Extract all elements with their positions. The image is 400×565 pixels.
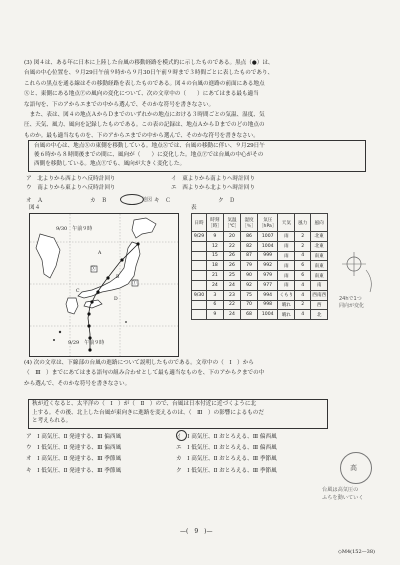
table-header-cell: 湿度 ［％］ [241,214,258,232]
table-cell: 晴れ [278,300,295,310]
choice-key: ウ [26,185,38,192]
choice-text: 西よりから北よりへ時計回り [182,185,255,192]
handwritten-note-typhoon: 台風は高気圧の ふちを動いていく [322,487,364,501]
table-row [192,280,328,290]
table-cell: 6 [295,271,311,281]
choice-option [171,183,255,191]
table-row [192,232,328,242]
table-cell: 9 [207,232,224,242]
map-point-b: B [116,275,120,280]
passage-1-line: 後６時から８時間後までの間に、風向が（ ）に変化した。地点Ⓨでは台風の中心がその [34,151,264,158]
table-cell: 75 [241,290,258,300]
table-cell: 1004 [257,310,277,320]
answer-circle-ka [120,194,144,205]
choice-key: ク [218,198,230,204]
table-cell [192,251,207,261]
table-cell: 24 [223,280,240,290]
table-cell: 23 [223,290,240,300]
choice-text: Ⅰ 低気圧、Ⅱ おとろえる、Ⅲ 偏西風 [187,445,277,452]
table-header-cell: 時刻 ［時］ [207,214,224,232]
handwritten-sketch [336,250,386,298]
table-cell: 2 [295,241,311,251]
passage-2-line: 上する。その後、北上した台風が東向きに進路を変えるのは、（ Ⅲ ）の影響によるものだ [32,409,264,416]
table-cell: 22 [223,300,240,310]
choice-key: カ [176,456,188,463]
choice-text: 南よりから東よりへ反時計回り [37,185,116,192]
answer-circle-i [176,430,187,441]
table-cell: 雨 [278,251,295,261]
table-cell: 21 [207,271,224,281]
table-cell: 90 [241,271,258,281]
question-3-line: 圧、天気、風力、風向を記録したものである。この表の記録は、地点ＡからＤまでのどの地点の [24,122,265,129]
table-cell: 雨 [278,280,295,290]
table-cell: 4 [295,280,311,290]
choice-option [154,196,171,204]
table-cell [192,241,207,251]
table-header-cell: 風力 [295,214,311,232]
table-cell: 15 [207,251,224,261]
choice-key: エ [171,185,183,192]
choice-key: キ [154,198,166,204]
table-cell: くもり [278,290,295,300]
table-cell: 86 [241,232,258,242]
choice-key: ウ [26,445,38,452]
figure-4-map [29,213,179,357]
choice-option [26,174,116,182]
table-cell: 24 [207,280,224,290]
table-cell [192,310,207,320]
table-cell: 20 [223,232,240,242]
choice-key: ア [26,176,38,182]
question-3-line: (3) 図４は、ある年に日本に上陸した台風の移動経路を模式的に示したものである。黒点（●）は、 [24,60,274,66]
table-cell [192,271,207,281]
choice-text: Ｂ [101,198,107,204]
table-cell: 4 [295,251,311,261]
table-row [192,290,328,300]
table-cell: 9/29 [192,232,207,242]
figure-label: 図４ [29,205,41,211]
choice-option [26,432,121,440]
table-header-cell: 日時 [192,214,207,232]
choice-option [218,196,235,204]
table-header-cell: 気圧 ［hPa］ [257,214,277,232]
table-row [192,251,328,261]
choice-text: Ⅰ 高気圧、Ⅱ おとろえる、Ⅲ 季節風 [187,456,277,463]
table-cell: 82 [241,241,258,251]
table-cell: 雨 [278,261,295,271]
choice-key: カ [90,198,102,204]
question-3-line: 台風の中心位置を、９月29日午前９時から９月30日午前９時まで３時間ごとに表したものであり、 [24,70,274,77]
choice-option [26,466,121,474]
table-cell: 2 [295,300,311,310]
table-cell: 998 [257,300,277,310]
map-time-bottom: 9/29 午前９時 [68,340,105,346]
table-cell: 999 [257,251,277,261]
table-cell: 西南西 [311,290,328,300]
table-row [192,261,328,271]
handwritten-note-map: 地図 [142,197,153,203]
table-cell: 晴れ [278,310,295,320]
choice-option [171,174,255,182]
table-cell: 1004 [257,241,277,251]
typhoon-map-svg [30,214,178,356]
table-cell: 24 [223,310,240,320]
table-cell: 6 [207,300,224,310]
choice-option [26,454,121,462]
choice-text: Ｃ [165,198,171,204]
table-cell: 68 [241,310,258,320]
weather-table [191,213,328,320]
map-point-d: D [114,297,118,302]
map-point-y: Ⓨ [132,280,138,286]
table-cell: 北東 [311,241,328,251]
map-point-a: A [98,251,102,256]
table-cell: 22 [223,241,240,251]
table-cell: 87 [241,251,258,261]
choice-option [26,443,121,451]
table-cell: 4 [295,290,311,300]
choice-option [26,196,43,204]
choice-key: エ [176,445,188,452]
choice-key: キ [26,467,38,474]
table-row [192,241,328,251]
choice-text: Ｄ [229,198,235,204]
table-label: 表 [191,205,197,211]
choice-text: Ⅰ 高気圧、Ⅱ おとろえる、Ⅲ 偏西風 [187,434,277,440]
table-cell [192,280,207,290]
table-cell: 25 [223,271,240,281]
question-3-line: Ⓧと、東側にある地点Ⓨの風向の変化について、次の文章中の（ ）にあてはまる最も適当 [24,91,259,98]
table-cell: 雨 [278,232,295,242]
table-header-cell: 気温 ［℃］ [223,214,240,232]
table-cell: 3 [207,290,224,300]
table-cell: 西 [311,300,328,310]
handwritten-note-wind: 24hで1つ 同向が変化 [339,296,365,309]
choice-text: Ⅰ 低気圧、Ⅱ 発達する、Ⅲ 季節風 [37,467,122,474]
table-cell: 北 [311,310,328,320]
table-cell: 12 [207,241,224,251]
choice-key: イ [171,176,183,182]
table-cell: 南 [311,280,328,290]
choice-text: Ａ [37,198,43,204]
question-4-line: (4) 次の文章は、下線部の台風の進路について説明したものである。文章中の（ Ⅰ ）から [24,360,254,366]
passage-1-line: 台風の中心は、地点Ⓧの東側を移動している。地点Ⓧでは、台風の移動に伴い、９月29日午 [34,143,265,149]
table-cell: 4 [295,310,311,320]
table-cell: 雨 [278,241,295,251]
choice-text: Ⅰ 低気圧、Ⅱ おとろえる、Ⅲ 季節風 [187,467,277,474]
question-4-line: （ Ⅲ ）までにあてはまる語句の組み合わせとして最も適当なものを、下のアからクまでの中 [24,370,265,377]
table-cell [192,261,207,271]
choice-option [176,454,277,462]
table-header-row [192,214,328,232]
choice-option [176,432,277,440]
page-number: —( 9 )— [180,528,213,535]
table-cell: 南東 [311,251,328,261]
table-cell: 北東 [311,232,328,242]
choice-key: オ [26,456,38,463]
question-3-line: また、表は、図４の地点ＡからＤまでのいずれかの地点における３時間ごとの気温、湿度、気 [24,112,265,118]
table-cell: 994 [257,290,277,300]
table-cell: 南東 [311,271,328,281]
table-cell: 977 [257,280,277,290]
table-cell: 雨 [278,271,295,281]
document-code: ◇M4(152—38) [338,549,375,555]
question-3-line: ものか。最も適当なものを、下のアからエまでの中から選んで、そのかな符号を書きなさい。 [24,132,259,139]
choice-key: オ [26,198,38,204]
question-3-line: これらの黒点を通る線はその移動経路を表したものである。図４の台風の進路の前面にある地点 [24,80,265,87]
map-time-top: 9/30 午前９時 [56,226,93,232]
question-4-line: から選んで、そのかな符号を書きなさい。 [24,380,131,387]
choice-key: ク [176,467,188,474]
table-cell: 1007 [257,232,277,242]
table-cell: 6 [295,261,311,271]
table-cell: 70 [241,300,258,310]
passage-1-line: 西側を移動している。地点Ⓨでも、風向が大きく変化した。 [34,160,186,167]
table-cell: 92 [241,280,258,290]
table-header-cell: 風向 [311,214,328,232]
table-row [192,310,328,320]
choice-text: Ⅰ 高気圧、Ⅱ 発達する、Ⅲ 季節風 [37,456,122,463]
handwritten-high-label: 高 [350,464,357,472]
choice-key: ア [26,434,38,440]
table-cell: 979 [257,271,277,281]
question-3-line: な語句を、下のアからエまでの中から選んで、そのかな符号を書きなさい。 [24,101,215,108]
table-header-cell: 天気 [278,214,295,232]
map-point-x: Ⓧ [91,266,97,272]
table-cell: 79 [241,261,258,271]
choice-option [176,443,277,451]
table-cell: 26 [223,261,240,271]
choice-text: 北よりから西よりへ反時計回り [37,176,116,182]
choice-text: 東よりから南よりへ時計回り [182,176,255,182]
choice-option [26,183,116,191]
table-cell: 9/30 [192,290,207,300]
table-cell: 9 [207,310,224,320]
choice-option [90,196,107,204]
table-cell: 2 [295,232,311,242]
choice-key: イ [176,434,188,440]
table-row [192,300,328,310]
choice-text: Ⅰ 低気圧、Ⅱ 発達する、Ⅲ 偏西風 [37,445,122,452]
table-row [192,271,328,281]
choice-text: Ⅰ 高気圧、Ⅱ 発達する、Ⅲ 偏西風 [37,434,122,440]
passage-2-line: と考えられる。 [32,418,72,425]
table-cell: 992 [257,261,277,271]
table-cell: 26 [223,251,240,261]
choice-option [176,466,277,474]
passage-2-line: 秋が近くなると、太平洋の（ Ⅰ ）が（ Ⅱ ）ので、台風は日本付近に近づくように北 [32,401,257,407]
table-cell: 18 [207,261,224,271]
map-point-c: C [76,289,80,294]
table-cell [192,300,207,310]
table-cell: 南東 [311,261,328,271]
